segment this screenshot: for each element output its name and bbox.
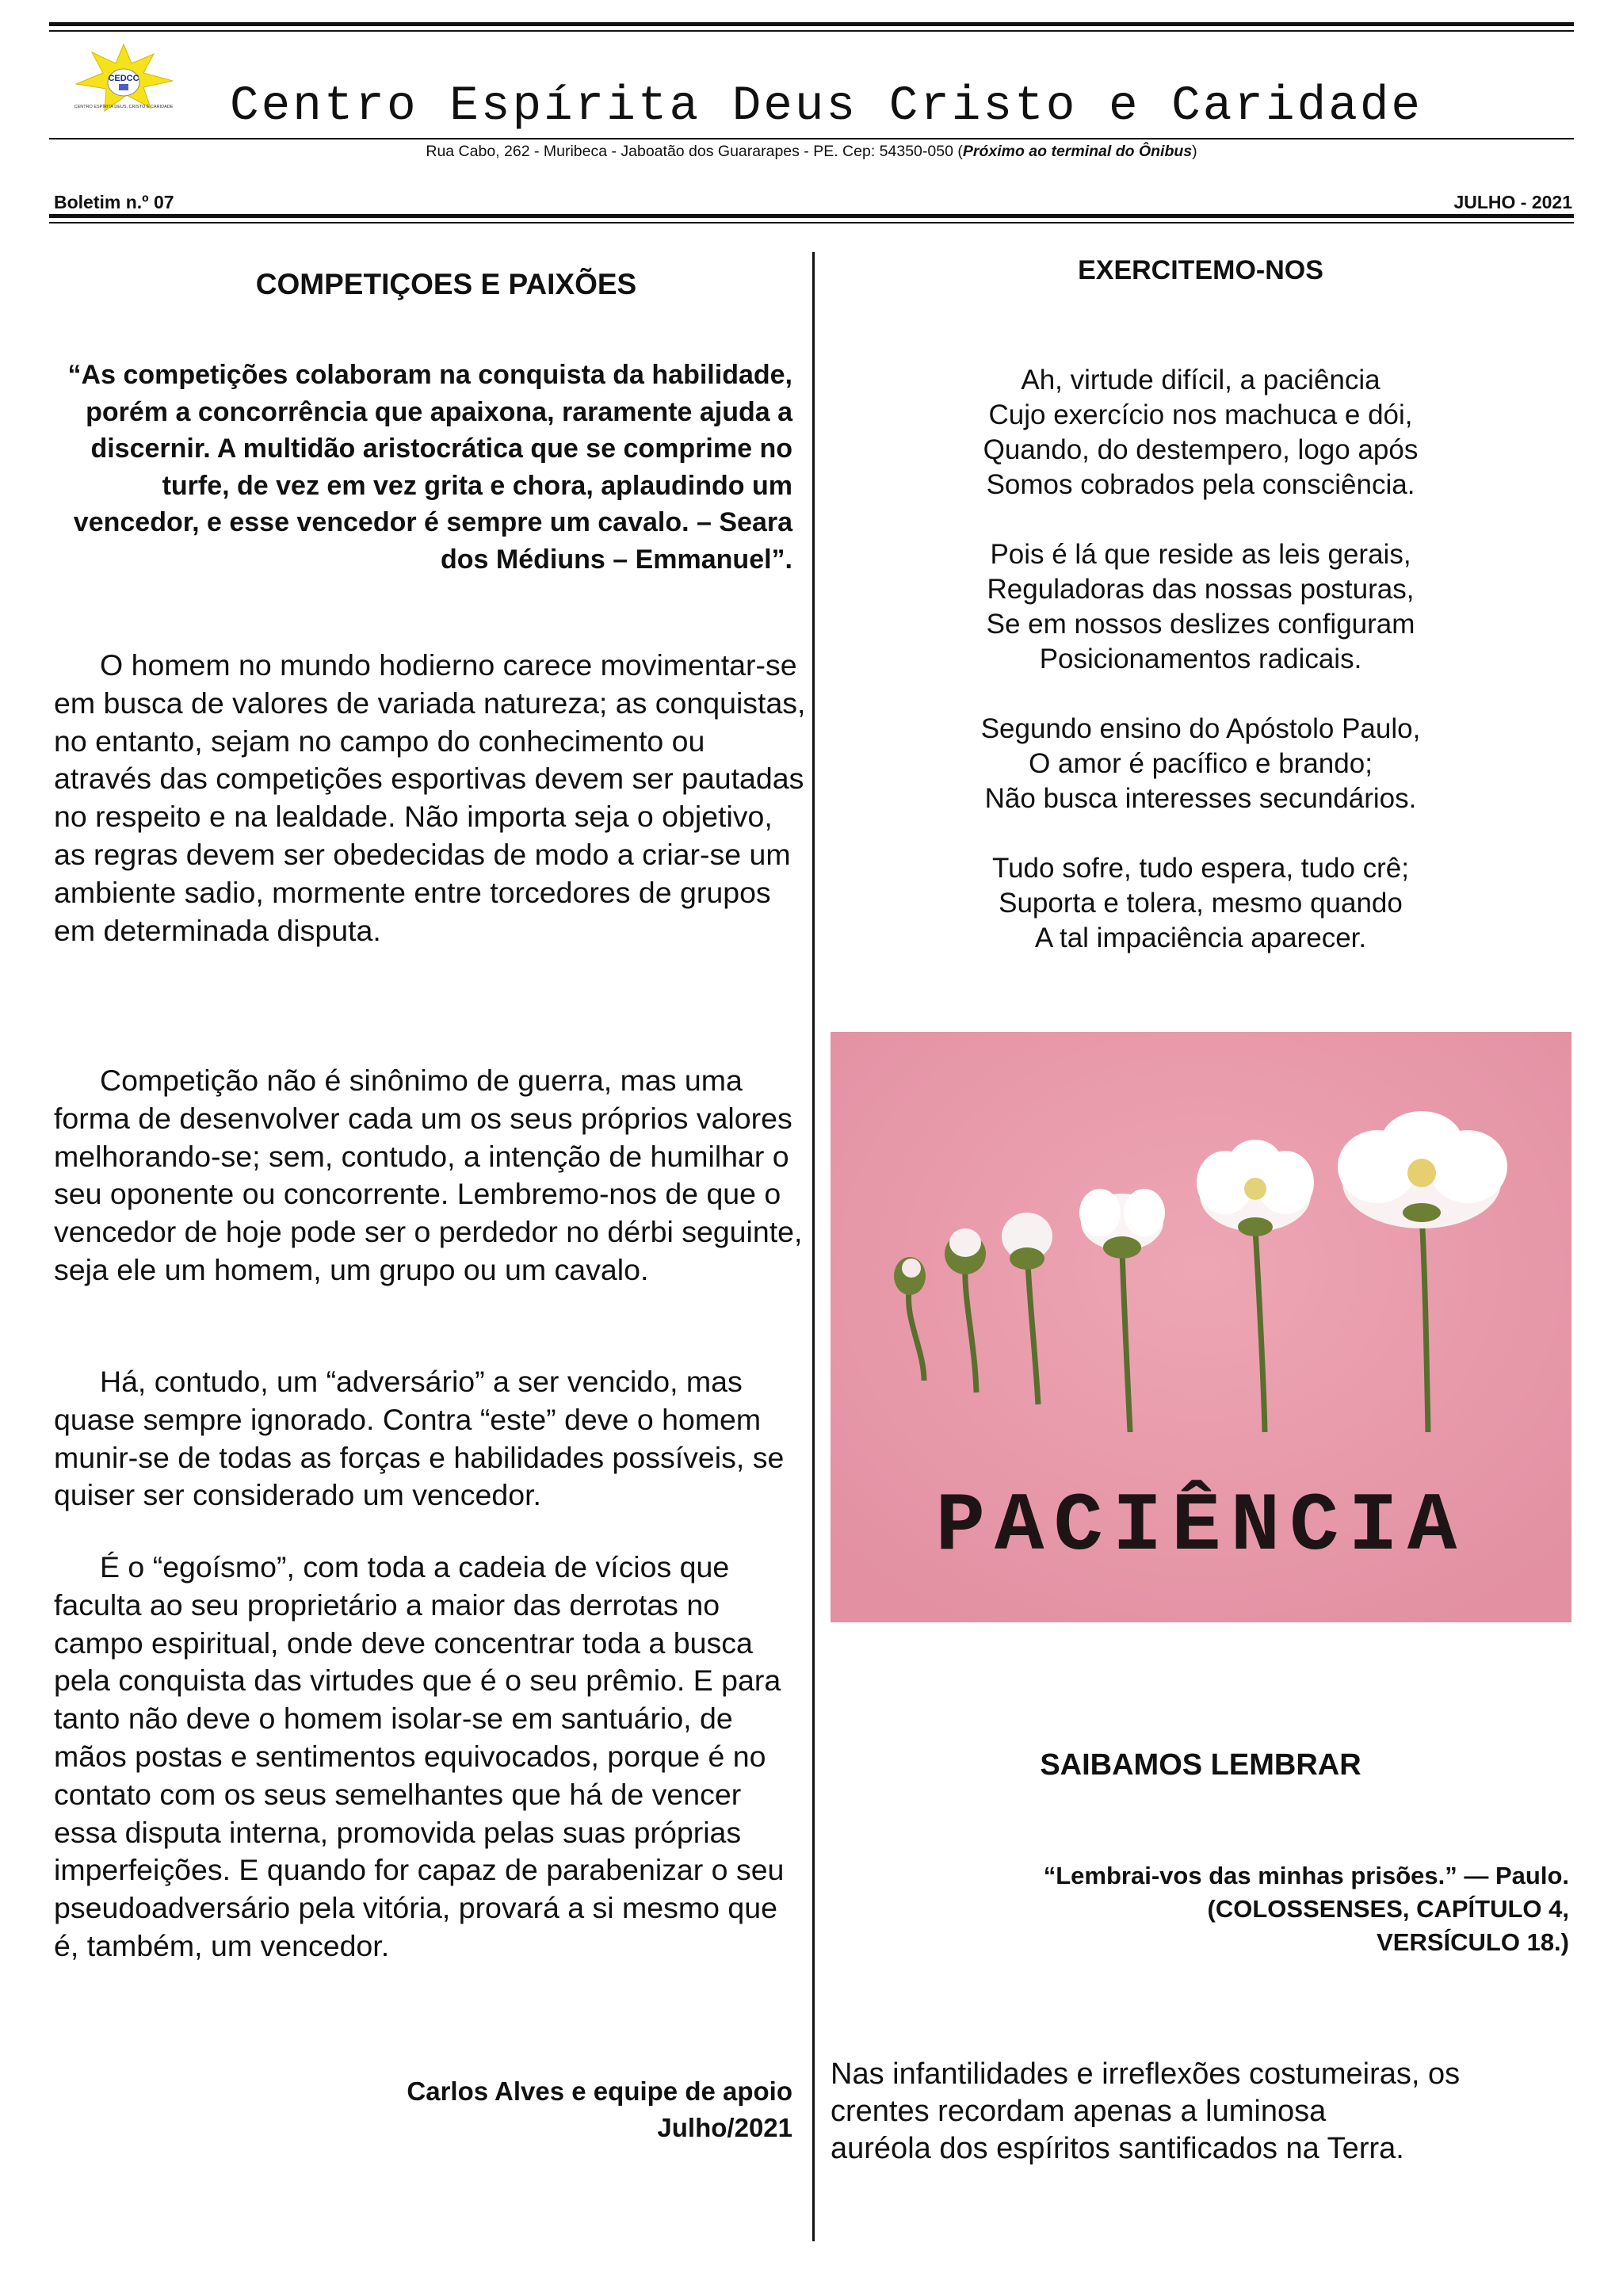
org-name: Centro Espírita Deus Cristo e Caridade: [230, 79, 1423, 134]
poem-line: Cujo exercício nos machuca e dói,: [988, 399, 1413, 430]
address-text: Rua Cabo, 262 - Muribeca - Jaboatão dos Guararapes - PE. Cep: 54350-050 (: [426, 143, 963, 160]
remember-closing: [831, 2056, 1575, 2168]
header-rule: [49, 138, 1574, 139]
closing-line: auréola dos espíritos santificados na Terra.: [831, 2132, 1404, 2165]
poem-line: Reguladoras das nossas posturas,: [987, 574, 1415, 605]
poem-line: Segundo ensino do Apóstolo Paulo,: [980, 713, 1421, 744]
address-close: ): [1192, 143, 1197, 160]
poem-line: Ah, virtude difícil, a paciência: [1021, 365, 1381, 395]
address: [0, 143, 1623, 161]
closing-line: Nas infantilidades e irreflexões costumeiras, os: [831, 2057, 1461, 2091]
poem-line: Tudo sofre, tudo espera, tudo crê;: [992, 853, 1409, 884]
poem-stanza-2: [824, 537, 1577, 677]
poem-line: Quando, do destempero, logo após: [983, 434, 1419, 465]
remember-title: SAIBAMOS LEMBRAR: [1040, 1748, 1361, 1782]
poem-line: O amor é pacífico e brando;: [1029, 748, 1373, 779]
article-quote: “As competições colaboram na conquista da habilidade, porém a concorrência que apaixona, raramente ajuda a discernir. A multidão aristocrática que se comprime no turfe, de vez em vez grita e chora, aplaudindo um vencedor, e esse vencedor é sempre um cavalo. – Seara dos Médiuns – Emmanuel”.: [67, 360, 792, 575]
poem-line: Suporta e tolera, mesmo quando: [999, 888, 1403, 919]
closing-line: crentes recordam apenas a luminosa: [831, 2095, 1327, 2128]
article-paragraph-4: É o “egoísmo”, com toda a cadeia de vícios que faculta ao seu proprietário a maior das derrotas no campo espiritual, onde deve concentrar toda a busca pela conquista das virtudes que é o seu prêmio. E para tanto não deve o homem isolar-se em santuário, de mãos postas e sentimentos equivocados, porque é no contato com os seus semelhantes que há de vencer essa disputa interna, promovida pelas suas próprias imperfeições. E quando for capaz de parabenizar o seu pseudoadversário pela vitória, provará a si mesmo que é, também, um vencedor.: [54, 1550, 785, 1962]
cedcc-logo: [68, 43, 179, 116]
poem-line: Posicionamentos radicais.: [1039, 644, 1362, 674]
paciencia-caption: PACIÊNCIA: [935, 1480, 1467, 1574]
poem-body: [824, 363, 1577, 991]
issue-rule-thin: [49, 222, 1574, 223]
poem-stanza-4: [824, 851, 1577, 956]
poem-line: Pois é lá que reside as leis gerais,: [990, 539, 1411, 570]
logo-lettering: CEDCC: [108, 74, 139, 83]
verse-line: VERSÍCULO 18.): [1377, 1928, 1569, 1956]
column-divider: [812, 252, 815, 2241]
article-signature: [54, 2073, 792, 2146]
verse-line: (COLOSSENSES, CAPÍTULO 4,: [1207, 1895, 1569, 1923]
address-emphasis: Próximo ao terminal do Ônibus: [962, 143, 1193, 160]
article-paragraph-2: Competição não é sinônimo de guerra, mas uma forma de desenvolver cada um os seus próprios valores melhorando-se; sem, contudo, a intenção de humilhar o seu oponente ou concorrente. Lembremo-nos de que o vencedor de hoje pode ser o perdedor no dérbi seguinte, seja ele um homem, um grupo ou um cavalo.: [54, 1064, 803, 1286]
remember-verse: [824, 1859, 1569, 1959]
signature-author: Carlos Alves e equipe de apoio: [407, 2076, 792, 2106]
article-title: COMPETIÇOES E PAIXÕES: [255, 268, 637, 300]
article-paragraph-1: O homem no mundo hodierno carece movimentar-se em busca de valores de variada natureza; as conquistas, no entanto, sejam no campo do conhecimento ou através das competições esportivas devem ser pautadas no respeito e na lealdade. Não importa seja o objetivo, as regras devem ser obedecidas de modo a criar-se um ambiente sadio, mormente entre torcedores de grupos em determinada disputa.: [54, 648, 806, 947]
article-paragraph-3: Há, contudo, um “adversário” a ser vencido, mas quase sempre ignorado. Contra “este” deve o homem munir-se de todas as forças e habilidades possíveis, se quiser ser considerado um vencedor.: [54, 1365, 785, 1512]
logo-caption: CENTRO ESPÍRITA DEUS, CRISTO E CARIDADE: [74, 105, 174, 109]
issue-month: JULHO - 2021: [1453, 192, 1572, 212]
top-rule-thick: [49, 22, 1574, 26]
poem-line: Se em nossos deslizes configuram: [986, 609, 1415, 640]
top-rule-thin: [49, 30, 1574, 32]
poem-stanza-1: [824, 363, 1577, 502]
poem-title: EXERCITEMO-NOS: [1078, 255, 1323, 285]
paciencia-image: [831, 1032, 1571, 1622]
issue-rule-thick: [49, 214, 1574, 218]
poem-line: A tal impaciência aparecer.: [1034, 923, 1367, 953]
verse-line: “Lembrai-vos das minhas prisões.” — Paulo.: [1043, 1862, 1569, 1889]
issue-number: Boletim n.º 07: [54, 192, 174, 212]
poem-stanza-3: [824, 712, 1577, 816]
poem-line: Somos cobrados pela consciência.: [986, 469, 1415, 500]
poem-line: Não busca interesses secundários.: [984, 783, 1417, 814]
signature-date: Julho/2021: [657, 2113, 792, 2142]
